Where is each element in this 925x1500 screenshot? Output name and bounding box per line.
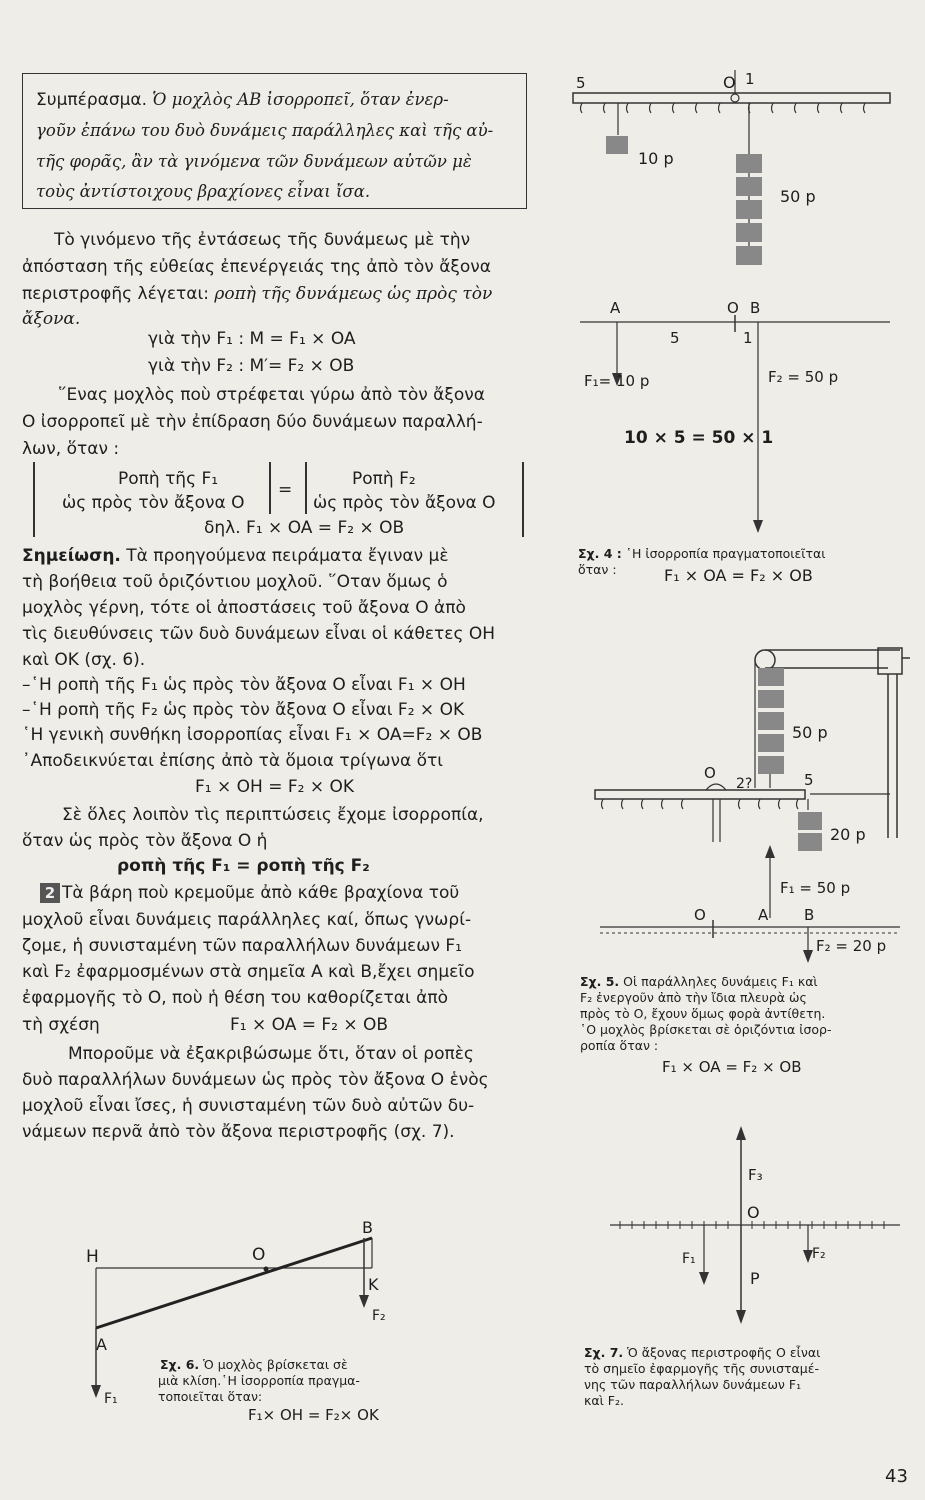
fig7-caption-3: νης τῶν παραλλήλων δυνάμεων F₁ xyxy=(584,1377,802,1392)
lever-bar-mid1 xyxy=(269,462,271,514)
section2-line-10: νάμεων περνᾶ ἀπὸ τὸν ἄξονα περιστροφῆς (σχ. 7). xyxy=(22,1122,455,1142)
lever-bar-right xyxy=(522,462,524,537)
fig6-label-a: A xyxy=(96,1335,107,1354)
fig5-label-a: A xyxy=(758,906,769,924)
fig4-label-o-top: O xyxy=(723,73,736,92)
lever-line-3: λων, ὅταν : xyxy=(22,439,120,459)
note-bold-formula: ροπὴ τῆς F₁ = ροπὴ τῆς F₂ xyxy=(117,856,370,876)
fig5-f1: F₁ = 50 p xyxy=(780,879,851,897)
fig5-f2: F₂ = 20 p xyxy=(816,937,887,955)
section2-line-2: μοχλοῦ εἶναι δυνάμεις παράλληλες καί, ὅπως γνωρί- xyxy=(22,910,472,930)
note-line-7: –῾Η ροπὴ τῆς F₂ ὡς πρὸς τὸν ἄξονα O εἶναι F₂ × OK xyxy=(22,700,465,720)
fig7-label-o: O xyxy=(747,1203,760,1222)
fig4-label-b: B xyxy=(750,299,761,317)
lever-bar-left xyxy=(33,462,35,537)
fig7-f1: F₁ xyxy=(682,1251,696,1267)
fig4-f1: F₁= 10 p xyxy=(584,372,650,390)
fig5-caption-5: ροπία ὅταν : xyxy=(580,1038,659,1053)
moment-def-term: ροπὴ τῆς δυνάμεως ὡς πρὸς τὸν xyxy=(214,284,493,304)
fig5-caption-2: F₂ ἐνεργοῦν ἀπὸ τὴν ἴδια πλευρὰ ὡς xyxy=(580,990,807,1005)
figure-7 xyxy=(600,1120,920,1330)
fig4-dist-1: 1 xyxy=(743,329,753,347)
lever-left-2: ὡς πρὸς τὸν ἄξονα O xyxy=(62,493,245,513)
moment-def-term-end: ἄξονα. xyxy=(22,309,81,329)
fig4-label-a: A xyxy=(610,299,621,317)
fig7-p: P xyxy=(750,1269,760,1288)
fig6-label-h: H xyxy=(86,1247,99,1267)
section2-line-9: μοχλοῦ εἶναι ἴσες, ἡ συνισταμένη τῶν δυὸ αὐτῶν δυ- xyxy=(22,1096,475,1116)
moment-def-line-1: Τὸ γινόμενο τῆς ἐντάσεως τῆς δυνάμεως μὲ τὴν xyxy=(54,230,471,250)
lever-right-1: Ροπὴ F₂ xyxy=(352,469,416,489)
figure-5 xyxy=(570,640,920,970)
fig5-caption-3: πρὸς τὸ O, ἔχουν ὅμως φορὰ ἀντίθετη. xyxy=(580,1006,826,1021)
fig7-caption: Σχ. 7. Ὁ ἄξονας περιστροφῆς O εἶναι xyxy=(584,1345,821,1360)
moment-def-line-3: περιστροφῆς λέγεται: ροπὴ τῆς δυνάμεως ὡς πρὸς τὸν xyxy=(22,284,493,304)
section2-line-7: Μποροῦμε νὰ ἐξακριβώσωμε ὅτι, ὅταν οἱ ροπὲς xyxy=(68,1044,474,1064)
note-line-6: –῾Η ροπὴ τῆς F₁ ὡς πρὸς τὸν ἄξονα O εἶναι F₁ × OH xyxy=(22,675,466,695)
conclusion-line-2: γοῦν ἐπάνω του δυὸ δυνάμεις παράλληλες καὶ τῆς αὐ- xyxy=(36,121,494,140)
fig7-f3: F₃ xyxy=(748,1166,763,1184)
section2-line-1: Τὰ βάρη ποὺ κρεμοῦμε ἀπὸ κάθε βραχίονα τοῦ xyxy=(62,883,460,903)
fig6-label-k: K xyxy=(368,1275,379,1294)
fig6-caption-3: τοποιεῖται ὅταν: xyxy=(158,1389,263,1404)
moment-formula-f1: γιὰ τὴν F₁ : M = F₁ × OA xyxy=(148,329,356,349)
note-line-10: Σὲ ὅλες λοιπὸν τὶς περιπτώσεις ἔχομε ἰσορροπία, xyxy=(62,805,484,825)
fig6-label-f1: F₁ xyxy=(104,1391,118,1407)
fig4-weight-10: 10 p xyxy=(638,149,674,168)
conclusion-line-1: Συμπέρασμα. Ὁ μοχλὸς ΑΒ ἰσορροπεῖ, ὅταν ἐνερ- xyxy=(36,90,449,110)
fig5-caption: Σχ. 5. Οἱ παράλληλες δυνάμεις F₁ καὶ xyxy=(580,974,818,989)
fig5-label-o: O xyxy=(704,764,716,782)
fig5-label-b: B xyxy=(804,906,815,924)
section2-formula: F₁ × OA = F₂ × OB xyxy=(230,1015,389,1035)
note-line-1: Σημείωση. Τὰ προηγούμενα πειράματα ἔγιναν μὲ xyxy=(22,546,449,566)
note-label: Σημείωση. xyxy=(22,546,121,566)
fig5-weight-50: 50 p xyxy=(792,723,828,742)
conclusion-label: Συμπέρασμα. xyxy=(36,90,148,110)
conclusion-line-4: τοὺς ἀντίστοιχους βραχίονες εἶναι ἴσα. xyxy=(36,182,371,201)
note-formula: F₁ × OH = F₂ × OK xyxy=(195,777,355,797)
fig4-dist-5: 5 xyxy=(670,329,680,347)
page-number: 43 xyxy=(885,1466,908,1487)
fig6-caption-formula: F₁× OH = F₂× OK xyxy=(248,1406,379,1424)
fig4-f2: F₂ = 50 p xyxy=(768,368,839,386)
note-line-9: ᾿Αποδεικνύεται ἐπίσης ἀπὸ τὰ ὅμοια τρίγωνα ὅτι xyxy=(22,751,443,771)
lever-left-1: Ροπὴ τῆς F₁ xyxy=(118,469,219,489)
fig4-label-1: 1 xyxy=(745,70,755,88)
moment-def-line-2: ἀπόσταση τῆς εὐθείας ἐπενέργειάς της ἀπὸ τὸν ἄξονα xyxy=(22,257,491,277)
fig6-label-f2: F₂ xyxy=(372,1308,386,1324)
fig6-caption-2: μιὰ κλίση.῾Η ἰσορροπία πραγμα- xyxy=(158,1373,360,1388)
note-line-11: ὅταν ὡς πρὸς τὸν ἄξονα O ἡ xyxy=(22,831,268,851)
note-line-5: καὶ OK (σχ. 6). xyxy=(22,650,146,670)
fig4-caption-formula: F₁ × OA = F₂ × OB xyxy=(664,566,813,585)
fig6-caption: Σχ. 6. Ὁ μοχλὸς βρίσκεται σὲ xyxy=(160,1357,348,1372)
fig4-label-5: 5 xyxy=(576,74,586,92)
fig7-caption-2: τὸ σημεῖο ἐφαρμογῆς τῆς συνισταμέ- xyxy=(584,1361,819,1376)
note-line-4: τὶς διευθύνσεις τῶν δυὸ δυνάμεων εἶναι οἱ κάθετες OH xyxy=(22,624,496,644)
fig4-equation: 10 × 5 = 50 × 1 xyxy=(624,428,774,448)
section2-line-4: καὶ F₂ ἐφαρμοσμένων στὰ σημεῖα A καὶ B,ἔχει σημεῖο xyxy=(22,962,475,982)
fig6-label-b: B xyxy=(362,1218,373,1237)
fig6-label-o: O xyxy=(252,1245,266,1265)
fig4-caption-2: ὅταν : xyxy=(578,562,617,577)
fig4-caption: Σχ. 4 : ῾Η ἰσορροπία πραγματοποιεῖται xyxy=(578,546,826,561)
conclusion-line-3: τῆς φορᾶς, ἂν τὰ γινόμενα τῶν δυνάμεων αὐτῶν μὲ xyxy=(36,152,472,171)
section2-line-6: τὴ σχέση xyxy=(22,1015,100,1035)
fig5-label-q: 2? xyxy=(736,776,753,792)
fig4-label-o: O xyxy=(727,299,739,317)
fig5-weight-20: 20 p xyxy=(830,825,866,844)
section2-line-5: ἐφαρμογῆς τὸ O, ποὺ ἡ θέση του καθορίζεται ἀπὸ xyxy=(22,988,448,1008)
fig4-weight-50: 50 p xyxy=(780,187,816,206)
lever-line-1: ῞Ενας μοχλὸς ποὺ στρέφεται γύρω ἀπὸ τὸν ἄξονα xyxy=(58,385,485,405)
lever-right-2: ὡς πρὸς τὸν ἄξονα O xyxy=(313,493,496,513)
fig7-f2: F₂ xyxy=(812,1246,826,1262)
lever-equals: = xyxy=(278,480,293,500)
lever-line-2: O ἰσορροπεῖ μὲ τὴν ἐπίδραση δύο δυνάμεων παραλλή- xyxy=(22,412,483,432)
fig5-caption-4: ῾O μοχλὸς βρίσκεται σὲ ὁριζόντια ἰσορ- xyxy=(580,1022,832,1037)
section2-line-3: ζομε, ἡ συνισταμένη τῶν παραλλήλων δυνάμεων F₁ xyxy=(22,936,462,956)
lever-bar-mid2 xyxy=(305,462,307,514)
fig5-label-5: 5 xyxy=(804,771,814,789)
figure-6 xyxy=(0,1200,540,1500)
section-number-badge: 2 xyxy=(40,883,60,903)
fig5-label-o2: O xyxy=(694,906,706,924)
fig5-caption-formula: F₁ × OA = F₂ × OB xyxy=(662,1058,802,1076)
figure-4 xyxy=(560,60,920,550)
note-line-2: τὴ βοήθεια τοῦ ὁριζόντιου μοχλοῦ. ῞Οταν ὅμως ὁ xyxy=(22,572,448,592)
section2-line-8: δυὸ παραλλήλων δυνάμεων ὡς πρὸς τὸν ἄξονα O ἑνὸς xyxy=(22,1070,489,1090)
note-line-3: μοχλὸς γέρνη, τότε οἱ ἀποστάσεις τοῦ ἄξονα O ἀπὸ xyxy=(22,598,466,618)
note-line-8: ῾Η γενικὴ συνθήκη ἰσορροπίας εἶναι F₁ × OA=F₂ × OB xyxy=(22,725,483,745)
moment-formula-f2: γιὰ τὴν F₂ : M′= F₂ × OB xyxy=(148,356,355,376)
fig7-caption-4: καὶ F₂. xyxy=(584,1393,624,1408)
lever-bottom: δηλ. F₁ × OA = F₂ × OB xyxy=(204,518,405,538)
